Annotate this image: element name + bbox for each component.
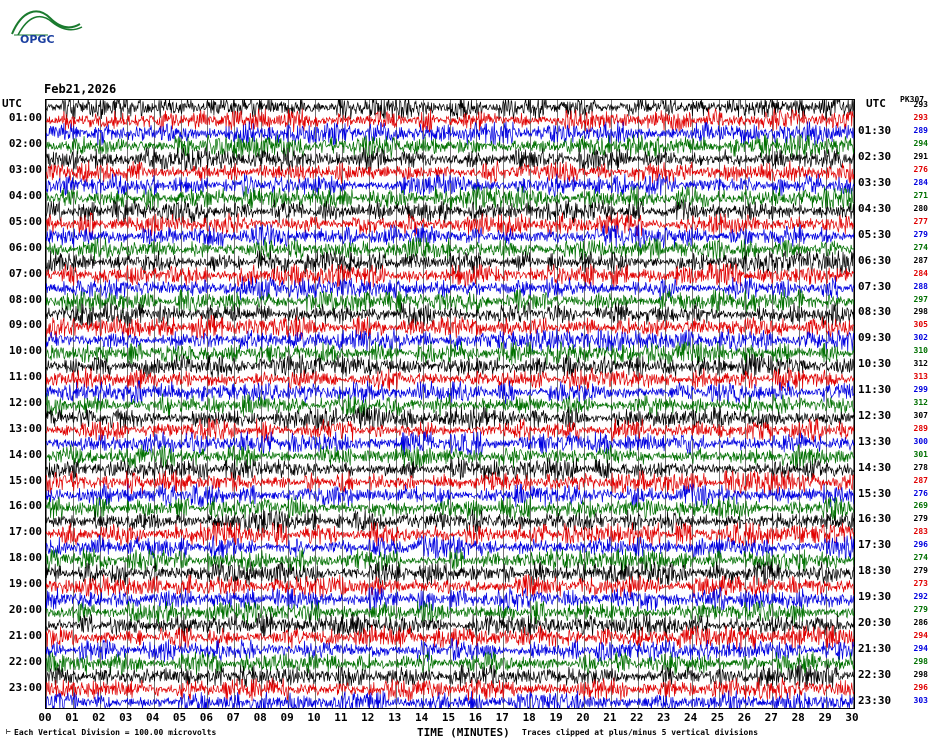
row-label-right: 01:30 [858,124,892,138]
row-label-left: 16:00 [8,499,42,513]
row-peak-value: 274 [913,242,928,252]
row-label-left: 06:00 [8,240,42,254]
row-peak-value: 283 [913,527,928,537]
x-axis-tick: 26 [737,711,752,724]
x-axis-tick: 30 [845,711,859,724]
row-label-left: 04:00 [8,189,42,203]
row-label-right: 16:30 [858,512,892,526]
row-peak-value: 303 [913,695,928,705]
row-label-left: 08:00 [8,292,42,306]
row-label-right: 21:30 [858,641,892,655]
row-peak-value: 292 [913,592,928,602]
row-peak-value: 298 [913,307,928,317]
row-label-right: 06:30 [858,253,892,267]
row-label-left: 12:00 [8,396,42,409]
row-label-right: 17:30 [858,538,892,552]
row-label-left: 05:00 [8,214,42,228]
row-peak-value: 273 [913,579,928,589]
row-label-right: 09:30 [858,331,892,345]
x-axis-tick: 07 [226,711,240,724]
row-label-left: 11:00 [8,370,42,384]
x-axis-tick: 12 [361,711,375,724]
row-peak-value: 307 [913,410,928,420]
row-peak-value: 294 [913,139,928,149]
row-peak-value: 279 [913,229,928,239]
row-peak-value: 293 [913,113,928,123]
x-axis-tick: 14 [414,711,429,724]
row-peak-value: 297 [913,294,928,304]
row-label-left: 09:00 [8,318,42,332]
x-axis-tick: 23 [657,711,671,724]
x-axis-tick: 04 [145,711,160,724]
row-label-right: 22:30 [858,667,892,681]
row-peak-value: 279 [913,566,928,576]
row-peak-value: 312 [913,398,928,407]
row-peak-value: 296 [913,540,928,550]
x-axis-tick: 21 [603,711,617,724]
row-label-right: 10:30 [858,357,892,371]
x-axis-tick: 24 [683,711,698,724]
row-peak-value: 287 [913,475,928,485]
row-label-right: 19:30 [858,590,892,604]
x-axis-tick: 11 [334,711,348,724]
row-peak-value: 271 [913,191,928,201]
row-peak-value: 274 [913,553,928,563]
row-label-right: 02:30 [858,150,892,164]
row-peak-value: 291 [913,152,928,162]
row-label-left: 07:00 [8,266,42,280]
x-axis-tick: 02 [92,711,106,724]
row-peak-value: 280 [913,203,928,213]
row-label-left: 20:00 [8,602,42,616]
x-axis-tick: 28 [791,711,805,724]
row-peak-value: 278 [913,462,928,472]
row-label-right: 13:30 [858,434,892,448]
x-axis-tick: 01 [65,711,79,724]
peak-column-header: PK307 [900,95,925,104]
row-peak-value: 284 [913,268,928,278]
row-peak-value: 302 [913,333,928,343]
row-peak-value: 276 [913,488,928,498]
x-axis-tick: 19 [549,711,563,724]
row-peak-value: 277 [913,216,928,226]
footer-scale-note: Each Vertical Division = 100.00 microvolts [14,728,217,737]
row-peak-value: 310 [913,346,928,356]
row-peak-value: 299 [913,385,928,395]
row-peak-value: 276 [913,165,928,175]
svg-text:OPGC: OPGC [20,33,55,44]
row-label-left: 10:00 [8,344,42,358]
row-peak-value: 293 [913,100,928,110]
row-label-left: 17:00 [8,525,42,539]
row-label-left: 21:00 [8,628,42,642]
row-peak-value: 287 [913,255,928,265]
row-label-right: 03:30 [858,176,892,190]
scale-tick-icon: ⊢ [6,727,11,736]
x-axis-tick: 03 [119,711,133,724]
row-label-right: 18:30 [858,564,892,578]
row-label-right: 11:30 [858,383,892,397]
x-axis-ticks [38,711,859,725]
row-label-left: 18:00 [8,551,42,565]
utc-label-right: UTC [866,97,886,110]
row-label-right: 20:30 [858,615,892,629]
x-axis-tick: 22 [630,711,644,724]
x-axis-tick: 08 [253,711,267,724]
row-label-right: 14:30 [858,460,892,474]
row-label-left: 23:00 [8,680,42,694]
row-peak-value: 269 [913,501,928,511]
x-axis-tick: 17 [495,711,509,724]
row-peak-value: 298 [913,656,928,666]
row-peak-value: 298 [913,669,928,679]
row-peak-value: 286 [913,617,928,627]
x-axis-tick: 05 [172,711,187,724]
utc-label-left: UTC [2,97,22,110]
x-axis-tick: 29 [818,711,832,724]
x-axis-tick: 16 [468,711,483,724]
row-peak-value: 288 [913,281,928,291]
x-axis-tick: 09 [280,711,294,724]
row-peak-value: 284 [913,178,928,188]
x-axis-tick: 13 [388,711,402,724]
x-axis-tick: 15 [441,711,456,724]
row-peak-value: 294 [913,643,928,653]
row-peak-value: 289 [913,423,928,433]
row-label-left: 03:00 [8,163,42,177]
row-label-right: 04:30 [858,201,892,215]
header-date: Feb21,2026 [44,82,117,96]
opgc-logo [8,4,94,44]
row-peak-value: 279 [913,514,928,524]
row-peak-value: 312 [913,359,928,369]
x-axis-tick: 25 [710,711,725,724]
x-axis-tick: 10 [307,711,321,724]
row-label-right: 08:30 [858,305,892,319]
row-peak-value: 296 [913,682,928,692]
x-axis-tick: 18 [522,711,536,724]
row-label-left: 22:00 [8,654,42,668]
trace-row [46,690,855,709]
footer-clip-note: Traces clipped at plus/minus 5 vertical divisions [522,728,759,737]
x-axis-tick: 00 [38,711,52,724]
x-axis-tick: 20 [576,711,590,724]
row-peak-value: 313 [913,372,928,382]
x-axis-tick: 06 [199,711,214,724]
row-peak-value: 279 [913,604,928,614]
row-peak-value: 289 [913,126,928,136]
row-label-right: 07:30 [858,279,892,293]
row-label-left: 19:00 [8,577,42,591]
row-label-right: 05:30 [858,227,892,241]
row-peak-value: 294 [913,630,928,640]
row-label-left: 15:00 [8,473,42,487]
row-peak-value: 301 [913,449,928,459]
row-label-right: 12:30 [858,408,892,422]
x-axis-tick: 27 [764,711,778,724]
row-label-left: 01:00 [8,111,42,125]
x-axis-label: TIME (MINUTES) [417,726,510,739]
row-peak-value: 305 [913,320,928,330]
row-label-right: 15:30 [858,486,892,500]
row-label-left: 13:00 [8,421,42,435]
seismogram-plot [45,99,855,709]
row-peak-value: 300 [913,436,928,446]
row-label-left: 02:00 [8,137,42,151]
row-label-left: 14:00 [8,447,42,461]
row-label-right: 23:30 [858,693,892,707]
